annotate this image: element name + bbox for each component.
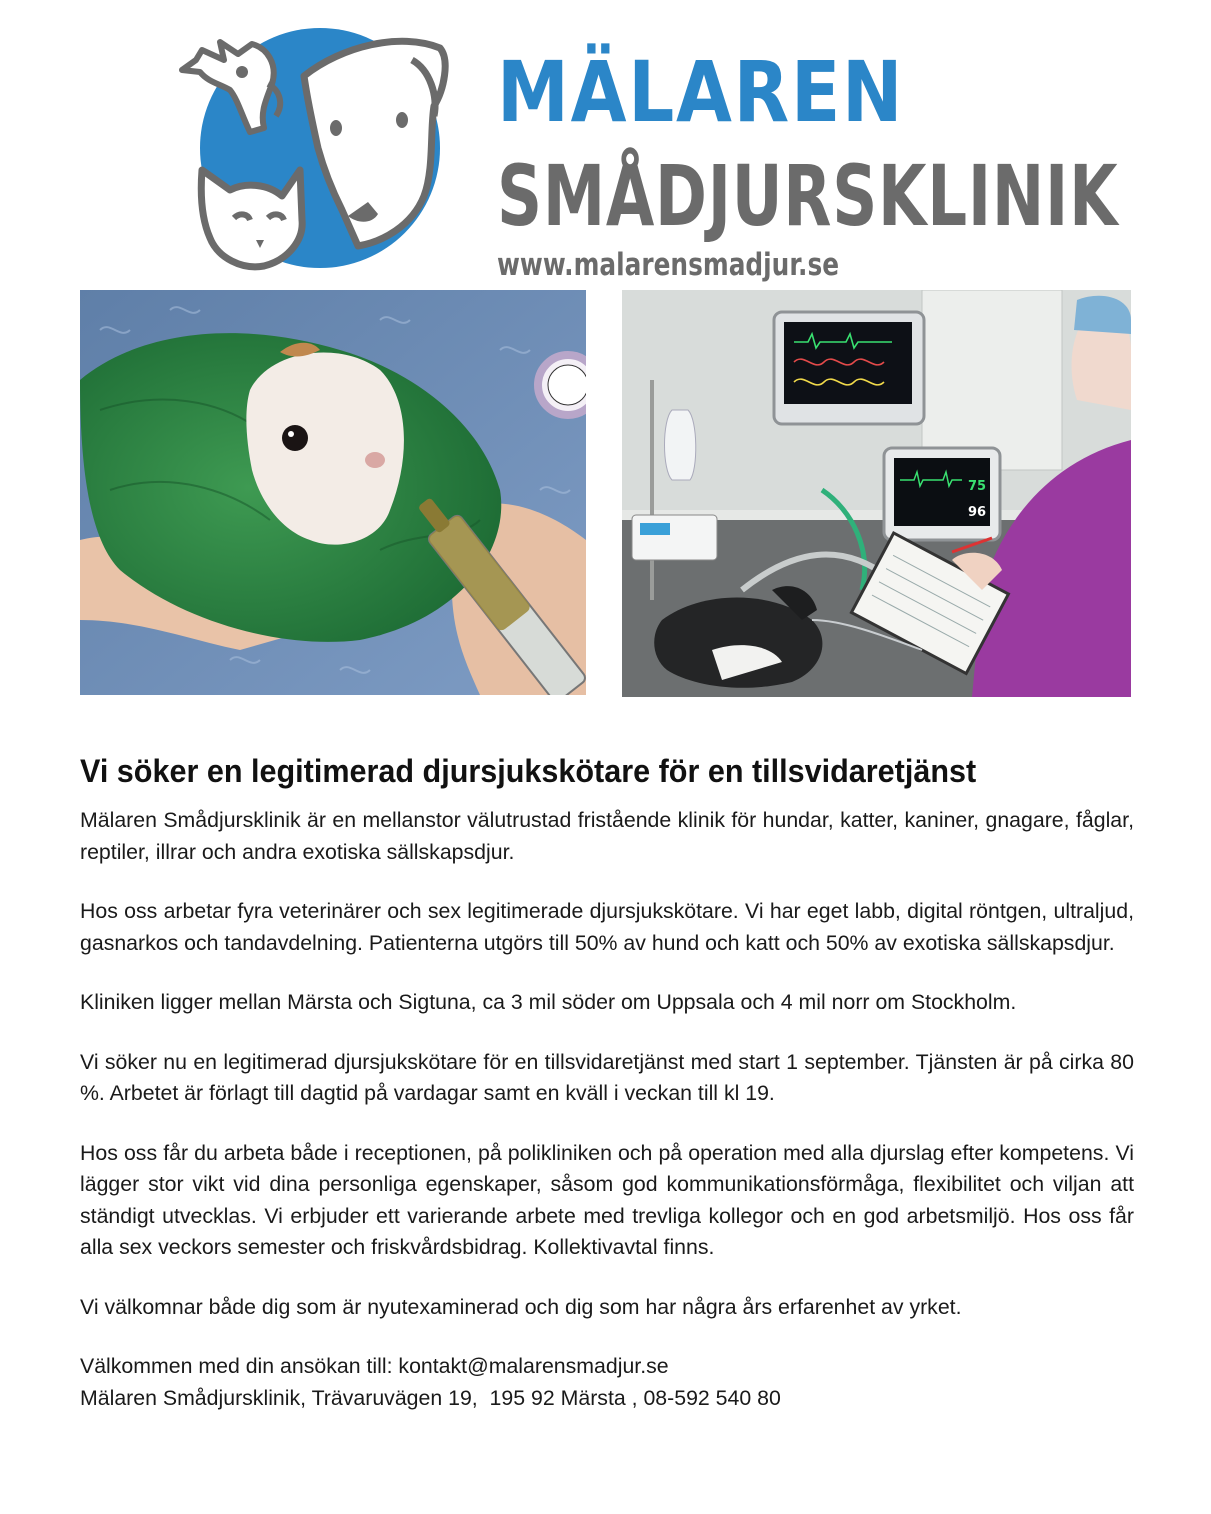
job-ad-content (80, 745, 1134, 1414)
paragraph-staff-equipment: Hos oss arbetar fyra veterinärer och sex legitimerade djursjukskötare. Vi har eget labb, digital röntgen, ultraljud, gasnarkos och tandavdelning. Patienterna utgörs till 50% av hund och katt och 50% av exotiska sällskapsdjur. (80, 899, 1134, 955)
monitor-readout-b: 96 (968, 505, 987, 520)
logo-title-malaren: MÄLAREN (497, 43, 905, 141)
contact-address-line: Mälaren Smådjursklinik, Trävaruvägen 19, 195 92 Märsta , 08-592 540 80 (80, 1385, 781, 1410)
paragraph-position: Vi söker nu en legitimerad djursjukskötare för en tillsvidaretjänst med start 1 september. Tjänsten är på cirka 80 %. Arbetet är förlagt till dagtid på vardagar samt en kväll i veckan till kl 19. (80, 1049, 1134, 1105)
paragraph-location: Kliniken ligger mellan Märsta och Sigtuna, ca 3 mil söder om Uppsala och 4 mil norr om Stockholm. (80, 990, 1017, 1014)
contact-info (80, 1351, 1134, 1414)
paragraph-clinic-intro: Mälaren Smådjursklinik är en mellanstor välutrustad fristående klinik för hundar, katter, kaniner, gnagare, fåglar, reptiler, illrar och andra exotiska sällskapsdjur. (80, 808, 1134, 864)
page-title: Vi söker en legitimerad djursjukskötare för en tillsvidaretjänst (80, 753, 977, 789)
logo-title-smadjursklinik: SMÅDJURSKLINIK (497, 147, 1119, 245)
guinea-pig-feeding-photo (80, 290, 586, 695)
bird-cat-dog-logo-icon (172, 20, 462, 275)
clinic-logo (172, 20, 1119, 283)
monitor-readout-a: 75 (968, 479, 987, 494)
logo-website-url: www.malarensmadjur.se (497, 247, 840, 283)
contact-application-line[interactable]: Välkommen med din ansökan till: kontakt@malarensmadjur.se (80, 1354, 669, 1378)
paragraph-welcome: Vi välkomnar både dig som är nyutexaminerad och dig som har några års erfarenhet av yrket. (80, 1294, 962, 1319)
anesthesia-monitoring-photo (622, 290, 1131, 697)
paragraph-work-conditions: Hos oss får du arbeta både i receptionen, på polikliniken och på operation med alla djurslag efter kompetens. Vi lägger stor vikt vid dina personliga egenskaper, såsom god kommunikationsförmåga, flexibilitet och viljan att ständigt utvecklas. Vi erbjuder ett varierande arbete med trevliga kollegor och en god arbetsmiljö. Hos oss får alla sex veckors semester och friskvårdsbidrag. Kollektivavtal finns. (80, 1140, 1134, 1259)
